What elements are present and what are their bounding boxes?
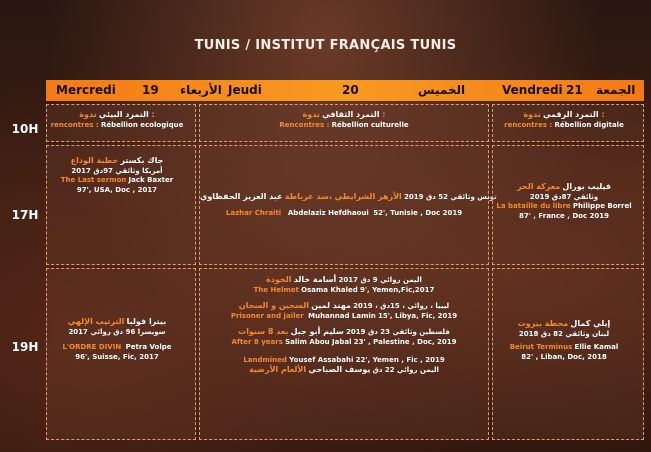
day-header-band (46, 80, 644, 101)
film-meta-ar: أمريكا وثائقي 97دق 2017 (71, 166, 163, 175)
theme-ar: التمرد الرقمي (542, 110, 599, 119)
film-title-fr: Lazhar Chraiti (225, 208, 282, 217)
director-fr: Ellie Kamal (574, 343, 619, 352)
cell-10h-jeudi (199, 104, 489, 142)
film-title-fr: After 8 years (231, 338, 283, 347)
director-ar: يوسف الصباحي (308, 365, 371, 375)
cell-19h-jeudi (199, 268, 489, 440)
film-meta-ar: فلسطين وثائقي 23 دق 2019 (346, 328, 450, 337)
cell-19h-vendredi (492, 268, 644, 440)
label-fr: Rencontres : (279, 120, 330, 129)
film-title-ar: خطبة الوداع (70, 156, 119, 165)
film-meta-ar: اليمن روائي 22 دق (372, 366, 439, 375)
time-19h: 19H (11, 340, 39, 354)
film-title-fr: Prisoner and jailer (230, 312, 304, 321)
day-20: 20 (342, 83, 359, 97)
film-meta-ar: ليبيا ، روائي ، 15دق ، 2019 (353, 302, 450, 311)
film-title-ar: الترتيب الإلهي (67, 317, 125, 326)
theme-fr: Rébellion ecologique (100, 120, 184, 129)
theme-fr: Rébellion culturelle (331, 120, 409, 129)
director-fr: Philippe Borrel (572, 202, 632, 211)
film-meta: 52', Tunisie , Doc 2019 (373, 208, 463, 217)
cell-19h-mercredi (46, 268, 196, 440)
film-title-ar: الألغام الأرضية (249, 365, 307, 375)
film-meta: 96', Suisse, Fic, 2017 (75, 352, 159, 361)
film-title-ar: الأزهر الشرايطي ،سد عرباطة (284, 192, 402, 201)
director-fr: Yousef Assabahi (289, 355, 354, 364)
film-meta: 15', Libya, Fic, 2019 (378, 312, 458, 321)
film-title-fr: La bataille du libre (496, 202, 571, 211)
film-title-ar: محطة بيروت (517, 319, 569, 328)
day-19: 19 (142, 83, 159, 97)
theme-ar: التمرد الثقافي (322, 110, 380, 119)
film-title-ar: معركة الحر (516, 182, 561, 191)
day-vendredi: Vendredi (502, 83, 563, 97)
cell-17h-vendredi (492, 145, 644, 265)
theme-fr: Rébellion digitale (554, 120, 624, 129)
director-fr: Petra Volpe (125, 343, 172, 352)
film-title-fr: Beirut Terminus (509, 343, 573, 352)
film-title-ar: السجين و السجان (238, 301, 309, 311)
director-fr: Salim Abou Jabal (285, 338, 352, 347)
film-meta: 82' , Liban, Doc, 2018 (521, 352, 607, 361)
day-mercredi: Mercredi (56, 83, 116, 97)
cell-17h-jeudi (199, 145, 497, 265)
director-ar: إيلي كمال (570, 319, 611, 328)
film-title-ar: الخوذة (266, 275, 292, 284)
page-title: TUNIS / INSTITUT FRANÇAIS TUNIS (194, 38, 457, 53)
director-ar: بيترا فولبا (126, 317, 167, 326)
director-fr: Jack Baxter (128, 176, 174, 185)
cell-17h-mercredi (46, 145, 196, 265)
film-meta: 87' , France , Doc 2019 (518, 211, 610, 220)
film-meta: 9', Yemen,Fic,2017 (359, 285, 435, 294)
director-ar: سليم أبو جبل (290, 327, 344, 337)
film-meta-ar: وثائقي 87دق 2019 (529, 192, 599, 201)
label-ar: ندوة : (302, 110, 386, 119)
label-fr: rencontres : (504, 120, 553, 129)
label-fr: rencontres : (50, 120, 99, 129)
label-ar: ندوة : (79, 110, 155, 119)
film-meta: 22', Yemen , Fic , 2019 (355, 355, 445, 364)
theme-ar: التمرد البيئي (98, 110, 149, 119)
director-ar: عبد العزيز الحفظاوي (200, 192, 283, 201)
day-mercredi-ar: الأربعاء (180, 83, 222, 97)
film-meta-ar: لبنان وثائقي 82 دق 2018 (518, 329, 610, 338)
film-meta: 97', USA, Doc , 2017 (76, 185, 158, 194)
director-fr: Abdelaziz Hefdhaoui (287, 208, 369, 217)
director-ar: أسامة خالد (293, 275, 337, 284)
cell-10h-mercredi (46, 104, 196, 142)
film-title-fr: The Last sermon (60, 176, 127, 185)
film-title-fr: L'ORDRE DIVIN (62, 343, 122, 352)
director-ar: مهند لمين (311, 301, 351, 311)
film-title-fr: Landmined (243, 355, 287, 364)
film-meta-ar: تونس وثائقي 52 دق 2019 (404, 193, 497, 201)
film-meta: 23' , Palestine , Doc, 2019 (353, 338, 457, 347)
day-21: 21 (566, 83, 583, 97)
director-fr: Muhannad Lamin (308, 312, 376, 321)
director-ar: فيليب بورال (562, 182, 612, 191)
director-fr: Osama Khaled (301, 285, 358, 294)
time-17h: 17H (11, 208, 39, 222)
time-10h: 10H (11, 122, 39, 136)
day-vendredi-ar: الجمعة (596, 83, 636, 97)
film-title-fr: The Helmet (253, 285, 299, 294)
director-ar: جاك بكستر (120, 156, 164, 165)
label-ar: ندوة : (523, 110, 605, 119)
film-title-ar: بعد 8 سنوات (238, 327, 289, 337)
day-jeudi-ar: الخميس (418, 83, 466, 97)
film-meta-ar: سويسرا 96 دق روائي 2017 (68, 327, 166, 336)
day-jeudi: Jeudi (228, 83, 262, 97)
cell-10h-vendredi (492, 104, 644, 142)
film-meta-ar: اليمن روائي 9 دق 2017 (338, 276, 422, 284)
